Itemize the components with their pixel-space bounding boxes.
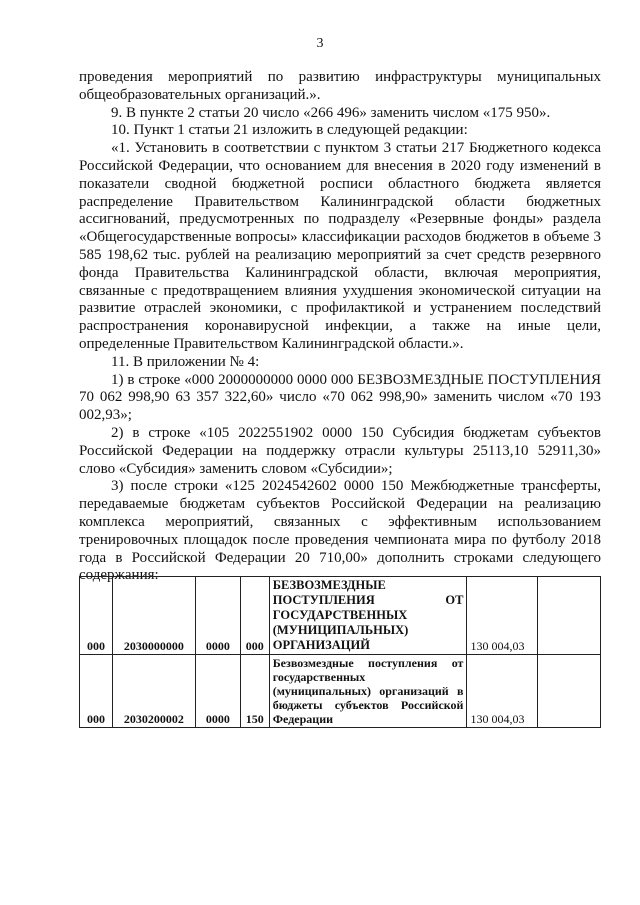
paragraph-item-10: 10. Пункт 1 статьи 21 изложить в следующей редакции: bbox=[111, 122, 468, 139]
paragraph-continuation: проведения мероприятий по развитию инфраструктуры муниципальных общеобразовательных организаций.». bbox=[79, 69, 601, 103]
income-name-cell: БЕЗВОЗМЕЗДНЫЕ ПОСТУПЛЕНИЯ ОТ ГОСУДАРСТВЕННЫХ (МУНИЦИПАЛЬНЫХ) ОРГАНИЗАЦИЙ bbox=[269, 577, 467, 655]
income-code-cell: 2030200002 bbox=[112, 655, 195, 728]
paragraph-article-21-text: «1. Установить в соответствии с пунктом 3 статьи 217 Бюджетного кодекса Российской Федерации, что основанием для внесения в 2020 году изменений в показатели сводной бюджетной росписи областного бюджета является распределение Правительством Калининградской области бюджетных ассигнований, предусмотренных по подразделу «Резервные фонды» раздела «Общегосударственные вопросы» классификации расходов бюджетов в объеме 3 585 198,62 тыс. рублей на реализацию мероприятий за счет средств резервного фонда Правительства Калининградской области, включая мероприятия, связанные с предотвращением влияния ухудшения экономической ситуации на развитие отраслей экономики, с профилактикой и устранением последствий распространения коронавирусной инфекции, а также на иные цели, определенные Правительством Калининградской области.». bbox=[79, 140, 601, 352]
amount-year1-cell: 130 004,03 bbox=[467, 655, 538, 728]
amount-year2-cell bbox=[538, 655, 601, 728]
paragraph-subitem-3: 3) после строки «125 2024542602 0000 150 Межбюджетные трансферты, передаваемые бюджетам субъектов Российской Федерации на реализацию комплекса мероприятий, связанных с эффективным использованием тренировочных площадок после проведения чемпионата мира по футболу 2018 года в Российской Федерации 20 710,00» дополнить строками следующего содержания: bbox=[79, 478, 601, 584]
admin-code-cell: 000 bbox=[80, 655, 113, 728]
table-row bbox=[80, 577, 601, 655]
paragraph-item-9: 9. В пункте 2 статьи 20 число «266 496» заменить числом «175 950». bbox=[111, 104, 551, 121]
income-code-cell: 2030000000 bbox=[112, 577, 195, 655]
admin-code-cell: 000 bbox=[80, 577, 113, 655]
paragraph-item-11: 11. В приложении № 4: bbox=[111, 353, 260, 370]
page-number: 3 bbox=[316, 36, 324, 51]
subtype-code-cell: 0000 bbox=[195, 577, 240, 655]
subtype-code-cell: 0000 bbox=[195, 655, 240, 728]
kosgu-code-cell: 150 bbox=[240, 655, 269, 728]
paragraph-subitem-1: 1) в строке «000 2000000000 0000 000 БЕЗВОЗМЕЗДНЫЕ ПОСТУПЛЕНИЯ 70 062 998,90 63 357 322,60» число «70 062 998,90» заменить числом «70 193 002,93»; bbox=[79, 371, 601, 424]
paragraph-subitem-2: 2) в строке «105 2022551902 0000 150 Субсидия бюджетам субъектов Российской Федерации на поддержку отрасли культуры 25113,10 52911,30» слово «Субсидия» заменить словом «Субсидии»; bbox=[79, 424, 601, 477]
amount-year1-cell: 130 004,03 bbox=[467, 577, 538, 655]
inserted-rows-table bbox=[79, 576, 601, 728]
amount-year2-cell bbox=[538, 577, 601, 655]
document-body bbox=[79, 69, 601, 585]
kosgu-code-cell: 000 bbox=[240, 577, 269, 655]
table-row bbox=[80, 655, 601, 728]
income-name-cell: Безвозмездные поступления от государственных (муниципальных) организаций в бюджеты субъектов Российской Федерации bbox=[269, 655, 467, 728]
